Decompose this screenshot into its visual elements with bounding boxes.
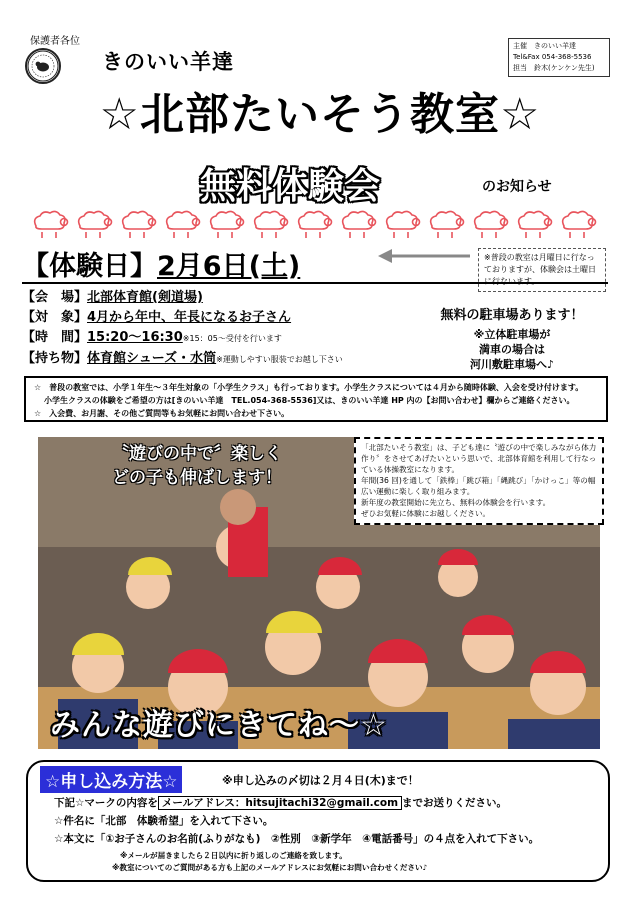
regular-class-note: ※普段の教室は月曜日に行なっておりますが、体験会は土曜日に行ないます。 [478, 248, 606, 292]
time-note: ※15：05～受付を行います [182, 334, 282, 343]
application-step-1 [54, 795, 507, 810]
email-address[interactable]: メールアドレス：hitsujitachi32@gmail.com [158, 796, 402, 810]
target-label: 【対 象】 [22, 310, 88, 325]
venue-row [22, 288, 343, 308]
arrow-left-icon [378, 246, 470, 266]
application-title: ☆申し込み方法☆ [40, 766, 182, 793]
items-note: ※運動しやすい服装でお越し下さい [216, 355, 343, 364]
sheep-border-decoration [28, 208, 608, 240]
target-row [22, 308, 343, 328]
parking-line-1: ※立体駐車場が [473, 328, 551, 341]
photo-slogan: みんな遊びにきてね～☆ [50, 708, 388, 743]
application-question-note: ※教室についてのご質問がある方も上記のメールアドレスにお気軽にお問い合わせください♪ [112, 863, 428, 872]
items-value: 体育館シューズ・水筒 [87, 351, 217, 366]
time-value: 15:20～16:30 [87, 330, 183, 345]
event-details [22, 288, 343, 370]
photo-caption-bubble [72, 442, 322, 490]
description-line-2: 年間(36 回)を通して「鉄棒」「跳び箱」「縄跳び」「かけっこ」等の幅広い運動に楽しく取り組みます。 [361, 476, 596, 496]
contact-box [508, 38, 610, 77]
page-title: ☆北部たいそう教室☆ [99, 89, 541, 140]
time-row [22, 328, 343, 349]
target-value: 4月から年中、年長になるお子さん [87, 310, 292, 325]
bubble-line-1: 〝遊びの中で〞楽しく [112, 444, 282, 464]
date-value: 2月6日(土) [157, 251, 301, 282]
application-body-instruction: ☆本文に「①お子さんのお名前(ふりがなも) ②性別 ③新学年 ④電話番号」の４点を入れて下さい。 [54, 833, 540, 845]
description-line-1: 「北部たいそう教室」は、子ども達に〝遊びの中で楽しみながら体力作り〞をさせてあげたいという思いで、北部体育館を利用して行なっている体操教室になります。 [361, 443, 597, 474]
organization-name: きのいい羊達 [102, 50, 234, 74]
parking-line-2: 満車の場合は [479, 343, 545, 356]
to-parents-label: 保護者各位 [30, 36, 80, 47]
subtitle-suffix: のお知らせ [482, 179, 552, 195]
email-instruction-pre: 下記☆マークの内容を [54, 797, 158, 809]
time-label: 【時 間】 [22, 330, 88, 345]
contact-phone: Tel&Fax 054-368-5536 [513, 53, 592, 61]
parking-headline: 無料の駐車場あります！ [440, 308, 584, 323]
items-row [22, 349, 343, 370]
email-instruction-post: までお送りください。 [402, 797, 508, 809]
event-date [22, 244, 300, 283]
notice-line-1: ☆ 普段の教室では、小学１年生～３年生対象の「小学生クラス」も行っております。小学生クラスについては４月から随時体験、入会を受け付けます。 [34, 383, 584, 392]
description-line-4: ぜひお気軽に体験にお越しください。 [361, 509, 491, 518]
parking-line-3: 河川敷駐車場へ♪ [469, 358, 555, 371]
bubble-line-2: どの子も伸ばします！ [112, 468, 282, 488]
venue-value: 北部体育館(剣道場) [87, 290, 203, 305]
notice-line-3: ☆ 入会費、お月謝、その他ご質問等もお気軽にお問い合わせ下さい。 [34, 409, 290, 418]
application-deadline: ※申し込みの〆切は２月４日(木)まで！ [222, 774, 419, 787]
parking-info [412, 304, 612, 372]
contact-organizer: 主催 きのいい羊達 [513, 42, 576, 50]
date-label: 【体験日】 [22, 251, 157, 282]
divider [22, 282, 608, 284]
page-subtitle: 無料体験会 [200, 166, 381, 207]
notice-line-2: 小学生クラスの体験をご希望の方は[きのいい羊達 TEL.054-368-5536]又は、きのいい羊達 HP 内の【お問い合わせ】欄からご連絡ください。 [44, 396, 575, 405]
notice-box [24, 376, 608, 422]
class-description [354, 437, 604, 525]
items-label: 【持ち物】 [22, 351, 88, 366]
venue-label: 【会 場】 [22, 290, 88, 305]
application-reply-note: ※メールが届きましたら２日以内に折り返しのご連絡を致します。 [120, 851, 347, 860]
application-subject-instruction: ☆件名に「北部 体験希望」を入れて下さい。 [54, 815, 274, 827]
contact-person: 担当 鈴木(ケンケン先生) [513, 64, 595, 72]
description-line-3: 新年度の教室開始に先立ち、無料の体験会を行います。 [361, 498, 551, 507]
